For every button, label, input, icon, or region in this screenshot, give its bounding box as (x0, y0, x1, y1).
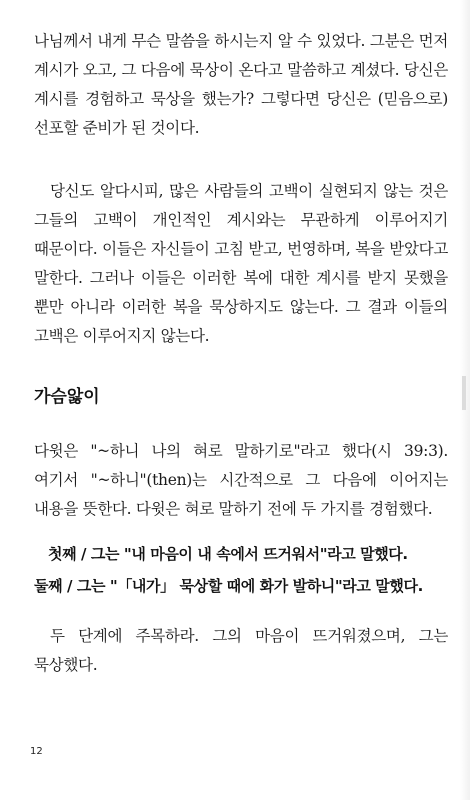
paragraph-3: 다윗은 "~하니 나의 혀로 말하기로"라고 했다(시 39:3). 여기서 "~하니"(then)는 시간적으로 그 다음에 이어지는 내용을 뜻한다. 다윗은 혀로 말하기 전에 두 가지를 경험했다. (34, 442, 448, 518)
paragraph-4-text: 두 단계에 주목하라. 그의 마음이 뜨거워졌으며, 그는 묵상했다. (34, 627, 448, 674)
paragraph-2 (34, 177, 448, 351)
paragraph-4 (34, 622, 448, 680)
section-heading: 가슴앓이 (34, 387, 100, 407)
emphasis-block (34, 538, 448, 602)
emphasis-line-2: 둘째 / 그는 "「내가」 묵상할 때에 화가 발하니"라고 말했다. (34, 577, 423, 595)
paragraph-2-text: 당신도 알다시피, 많은 사람들의 고백이 실현되지 않는 것은 그들의 고백이 개인적인 계시와는 무관하게 이루어지기 때문이다. 이들은 자신들이 고침 받고, 번영하며, 복을 받았다고 말한다. 그러나 이들은 이러한 복에 대한 계시를 받지 못했을 뿐만 아니라 이러한 복을 묵상하지도 않는다. 그 결과 이들의 고백은 이루어지지 않는다. (34, 182, 448, 345)
page-side-mark (462, 376, 466, 410)
page-number: 12 (30, 746, 43, 757)
page-content (34, 27, 448, 680)
paragraph-1: 나님께서 내게 무슨 말씀을 하시는지 알 수 있었다. 그분은 먼저 계시가 오고, 그 다음에 묵상이 온다고 말씀하고 계셨다. 당신은 계시를 경험하고 묵상을 했는가? 그렇다면 당신은 (믿음으로) 선포할 준비가 된 것이다. (34, 32, 448, 137)
emphasis-line-1: 첫째 / 그는 "내 마음이 내 속에서 뜨거워서"라고 말했다. (48, 545, 408, 563)
